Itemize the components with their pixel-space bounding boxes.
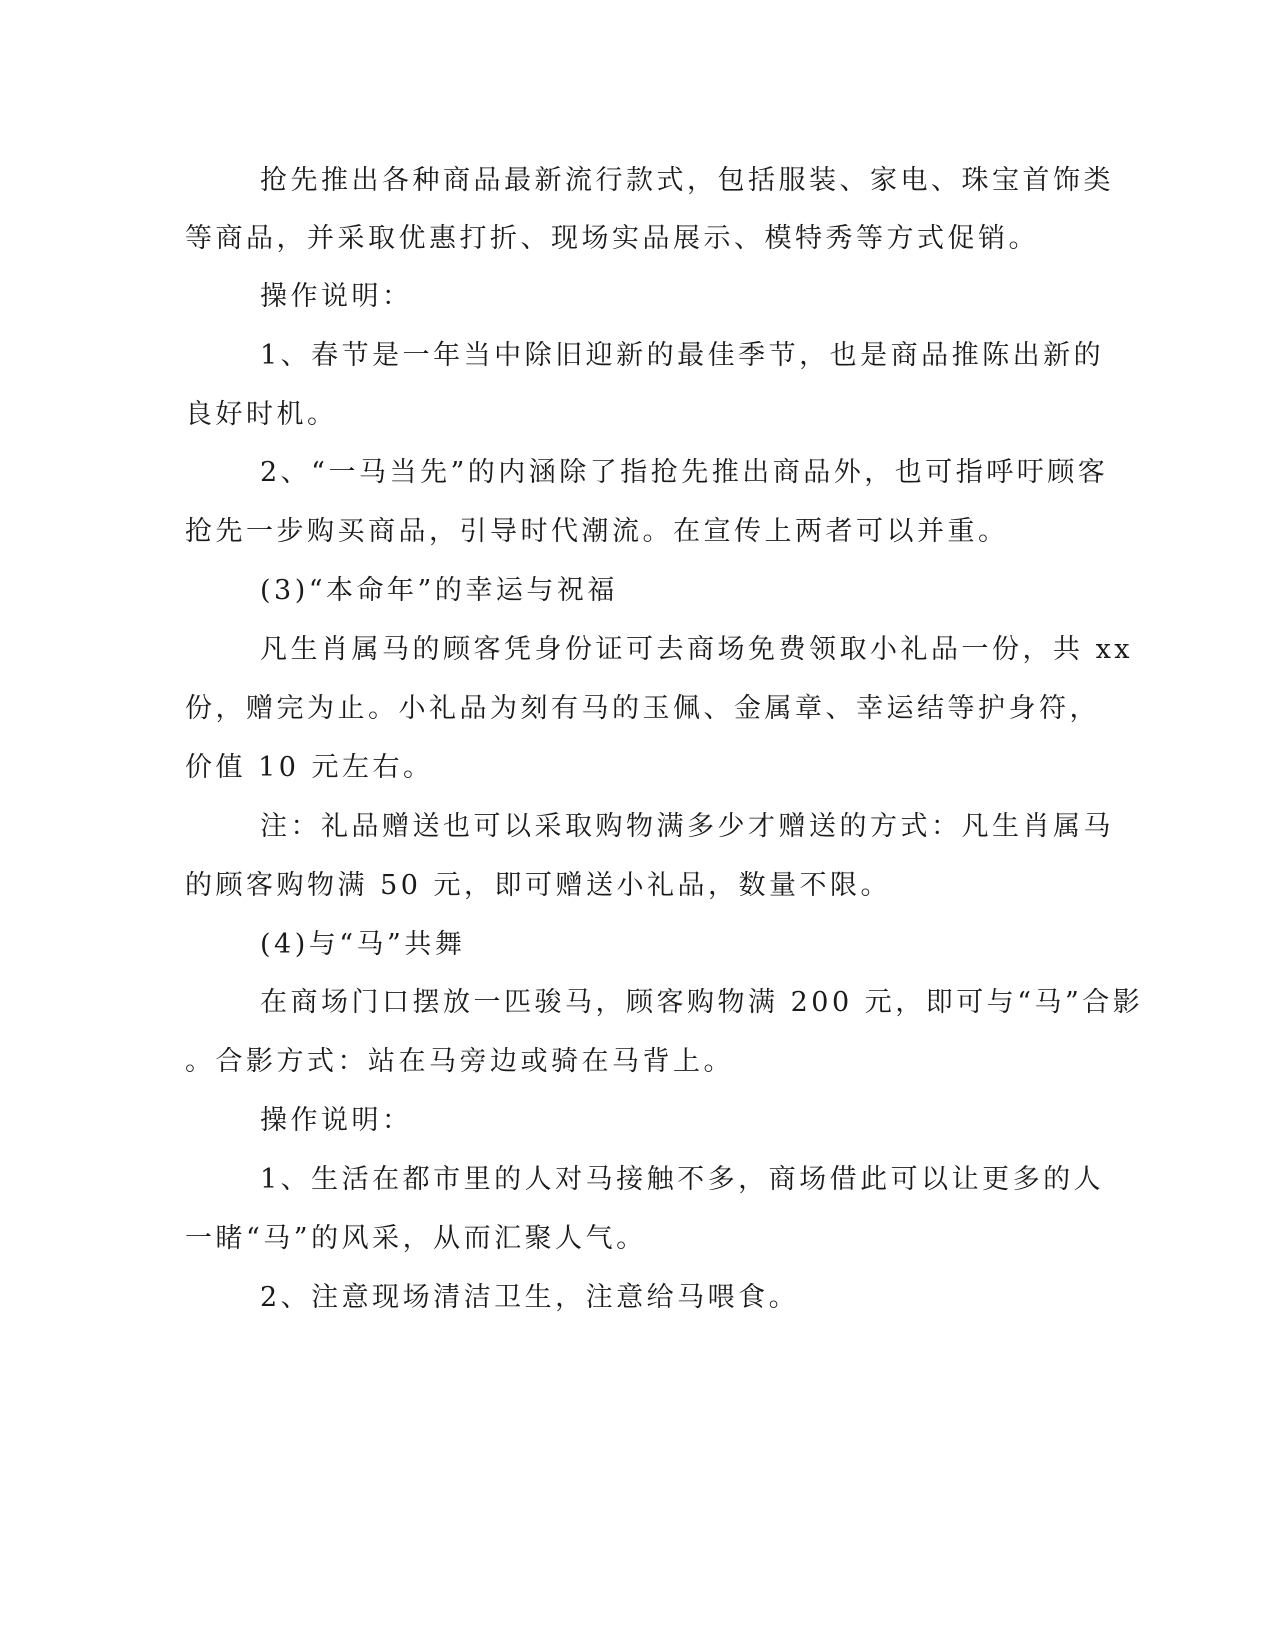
list-item: 1、春节是一年当中除旧迎新的最佳季节，也是商品推陈出新的 (260, 340, 1105, 371)
section-heading: (4)与“马”共舞 (260, 929, 466, 960)
section-heading: (3)“本命年”的幸运与祝福 (260, 575, 618, 606)
paragraph-line: 价值 10 元左右。 (185, 752, 434, 783)
list-item: 1、生活在都市里的人对马接触不多，商场借此可以让更多的人 (260, 1164, 1105, 1195)
paragraph-line: 等商品，并采取优惠打折、现场实品展示、模特秀等方式促销。 (185, 223, 1039, 254)
paragraph-line: 凡生肖属马的顾客凭身份证可去商场免费领取小礼品一份，共 xx (260, 634, 1134, 665)
paragraph-line: 的顾客购物满 50 元，即可赠送小礼品，数量不限。 (185, 870, 892, 901)
paragraph-line: 。合影方式：站在马旁边或骑在马背上。 (185, 1046, 734, 1077)
list-item: 2、注意现场清洁卫生，注意给马喂食。 (260, 1282, 800, 1313)
paragraph-line: 份，赠完为止。小礼品为刻有马的玉佩、金属章、幸运结等护身符， (185, 693, 1100, 724)
list-item: 2、“一马当先”的内涵除了指抢先推出商品外，也可指呼吁顾客 (260, 457, 1109, 488)
paragraph-line: 抢先推出各种商品最新流行款式，包括服装、家电、珠宝首饰类 (260, 165, 1114, 196)
paragraph-line: 在商场门口摆放一匹骏马，顾客购物满 200 元，即可与“马”合影 (260, 987, 1144, 1018)
paragraph-line: 一睹“马”的风采，从而汇聚人气。 (185, 1223, 647, 1254)
section-heading: 操作说明： (260, 1105, 413, 1136)
section-heading: 操作说明： (260, 281, 413, 312)
note-line: 注：礼品赠送也可以采取购物满多少才赠送的方式：凡生肖属马 (260, 811, 1114, 842)
paragraph-line: 良好时机。 (185, 399, 338, 430)
paragraph-line: 抢先一步购买商品，引导时代潮流。在宣传上两者可以并重。 (185, 516, 1009, 547)
